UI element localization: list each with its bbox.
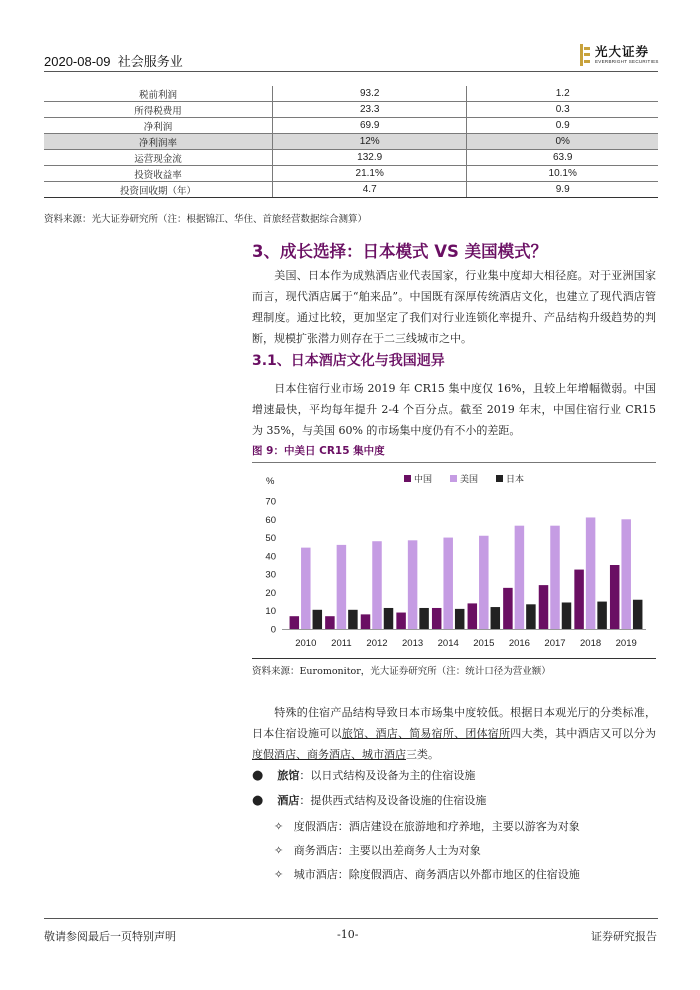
bar-usa <box>443 538 453 629</box>
bar-japan <box>597 602 607 629</box>
page-number: -10- <box>337 928 359 941</box>
bar-japan <box>384 608 394 629</box>
bar-japan <box>633 600 643 629</box>
value-col-b: 1.2 <box>467 86 658 102</box>
structure-text-2: 四大类，其中酒店又可以分为 <box>510 727 657 740</box>
structure-underline-1: 旅馆、酒店、简易宿所、团体宿所 <box>341 727 511 740</box>
bar-china <box>468 603 478 629</box>
value-col-a: 4.7 <box>273 182 467 198</box>
bar-japan <box>562 602 572 629</box>
bullet-ryokan-term: 旅馆 <box>277 769 300 782</box>
figure-title: 图 9：中美日 CR15 集中度 <box>252 445 385 457</box>
bar-usa <box>408 540 418 629</box>
cr15-bar-chart <box>252 466 656 656</box>
table-row <box>44 86 658 102</box>
bar-china <box>325 616 335 629</box>
value-col-b: 0.9 <box>467 118 658 134</box>
bar-usa <box>337 545 347 629</box>
row-label: 投资收益率 <box>44 166 273 182</box>
sub-bullet-text: 度假酒店：酒店建设在旅游地和疗养地，主要以游客为对象 <box>293 820 580 833</box>
bar-usa <box>621 519 631 629</box>
bar-usa <box>301 548 311 629</box>
row-label: 税前利润 <box>44 86 273 102</box>
legend-swatch-china <box>404 475 411 482</box>
bar-china <box>432 608 442 629</box>
bar-usa <box>515 526 525 629</box>
bar-china <box>610 565 620 629</box>
bar-usa <box>586 517 596 629</box>
report-date: 2020-08-09 <box>44 54 111 69</box>
report-date-industry <box>44 51 183 70</box>
subsection-heading: 3.1、日本酒店文化与我国迥异 <box>252 353 445 369</box>
row-label: 净利润率 <box>44 134 273 150</box>
bar-japan <box>455 609 465 629</box>
x-tick-label: 2010 <box>295 638 317 649</box>
bar-china <box>503 588 513 629</box>
bar-china <box>361 614 371 629</box>
financial-table <box>44 86 658 198</box>
value-col-a: 12% <box>273 134 467 150</box>
sub-bullet-city <box>274 866 580 882</box>
row-label: 运营现金流 <box>44 150 273 166</box>
structure-paragraph <box>252 702 656 765</box>
bar-japan <box>348 610 358 629</box>
sub-bullet-business <box>274 842 481 858</box>
x-tick-label: 2011 <box>331 638 352 649</box>
bar-japan <box>526 604 536 629</box>
value-col-b: 0% <box>467 134 658 150</box>
footer-disclaimer: 敬请参阅最后一页特别声明 <box>44 930 176 943</box>
brand-name-cn: 光大证券 <box>595 44 650 59</box>
x-tick-label: 2017 <box>544 638 566 649</box>
bar-china <box>290 616 300 629</box>
bullet-hotel <box>252 792 486 808</box>
y-tick-label: 70 <box>265 496 276 508</box>
bar-usa <box>372 541 382 629</box>
brand-logo-icon <box>578 43 592 67</box>
structure-text-3: 三类。 <box>406 748 439 761</box>
y-unit-label: % <box>266 476 275 487</box>
value-col-a: 132.9 <box>273 150 467 166</box>
x-tick-label: 2018 <box>580 638 602 649</box>
bullet-dot-icon: ● <box>252 793 264 808</box>
value-col-b: 9.9 <box>467 182 658 198</box>
legend-label: 中国 <box>414 474 433 484</box>
sub-bullet-text: 商务酒店：主要以出差商务人士为对象 <box>293 844 481 857</box>
table-source: 资料来源：光大证券研究所（注：根据锦江、华住、首旅经营数据综合测算） <box>44 214 368 225</box>
structure-underline-2: 度假酒店、商务酒店、城市酒店 <box>252 748 406 761</box>
table-row <box>44 166 658 182</box>
y-tick-label: 60 <box>265 514 276 526</box>
section-heading: 3、成长选择：日本模式 VS 美国模式？ <box>252 242 548 261</box>
sub-bullet-resort <box>274 818 580 834</box>
bullet-hotel-term: 酒店 <box>277 794 300 807</box>
y-tick-label: 20 <box>265 587 276 599</box>
table-row <box>44 118 658 134</box>
y-tick-label: 10 <box>265 606 276 618</box>
x-tick-label: 2014 <box>437 638 459 649</box>
bullet-hotel-text: ：提供西式结构及设备设施的住宿设施 <box>299 794 487 807</box>
legend-swatch-usa <box>450 475 457 482</box>
y-tick-label: 40 <box>265 551 276 563</box>
subsection-paragraph-text: 日本住宿行业市场 2019 年 CR15 集中度仅 16%，且较上年增幅微弱。中国增速最快，平均每年提升 2-4 个百分点。截至 2019 年末，中国住宿行业 CR15 为 35%，与美国 60% 的市场集中度仍有不小的差距。 <box>252 382 656 437</box>
table-row <box>44 102 658 118</box>
header-rule <box>44 71 658 72</box>
figure-source-rule <box>252 658 656 659</box>
x-tick-label: 2016 <box>508 638 530 649</box>
subsection-paragraph <box>252 378 656 441</box>
diamond-bullet-icon: ✧ <box>274 820 284 833</box>
figure-rule <box>252 462 656 463</box>
bullet-ryokan-text: ：以日式结构及设备为主的住宿设施 <box>299 769 476 782</box>
section-paragraph <box>252 265 656 349</box>
y-tick-label: 50 <box>265 533 276 545</box>
bar-china <box>396 613 406 629</box>
bar-china <box>539 585 549 629</box>
x-tick-label: 2015 <box>473 638 495 649</box>
value-col-a: 21.1% <box>273 166 467 182</box>
industry-name: 社会服务业 <box>117 54 183 69</box>
row-label: 净利润 <box>44 118 273 134</box>
legend-label: 美国 <box>460 474 479 484</box>
diamond-bullet-icon: ✧ <box>274 844 284 857</box>
bar-japan <box>313 610 323 629</box>
bar-japan <box>491 607 501 629</box>
bar-japan <box>419 608 429 629</box>
footer-report-type: 证券研究报告 <box>591 930 657 943</box>
table-row <box>44 150 658 166</box>
section-paragraph-text: 美国、日本作为成熟酒店业代表国家，行业集中度却大相径庭。对于亚洲国家而言，现代酒店属于“舶来品”。中国既有深厚传统酒店文化，也建立了现代酒店管理制度。通过比较，更加坚定了我们对行业连锁化率提升、产品结构升级趋势的判断，规模扩张潜力则存在于二三线城市之中。 <box>252 269 656 345</box>
structure-text-1: 特殊的住宿产品结构导致日本市场集中度较低。根据日本观光厅的分类标准，日本住宿设施可以 <box>252 706 656 740</box>
bullet-dot-icon: ● <box>252 768 264 783</box>
x-tick-label: 2013 <box>402 638 424 649</box>
bar-usa <box>550 526 560 629</box>
bar-usa <box>479 536 489 629</box>
table-row <box>44 182 658 198</box>
value-col-a: 69.9 <box>273 118 467 134</box>
y-tick-label: 30 <box>265 569 276 581</box>
x-tick-label: 2012 <box>366 638 388 649</box>
legend-label: 日本 <box>506 474 525 484</box>
brand-name-en: EVERBRIGHT SECURITIES <box>595 59 659 64</box>
value-col-b: 63.9 <box>467 150 658 166</box>
value-col-a: 23.3 <box>273 102 467 118</box>
value-col-b: 0.3 <box>467 102 658 118</box>
x-tick-label: 2019 <box>615 638 637 649</box>
footer-rule <box>44 918 658 919</box>
value-col-a: 93.2 <box>273 86 467 102</box>
figure-source: 资料来源：Euromonitor，光大证券研究所（注：统计口径为营业额） <box>252 666 551 677</box>
sub-bullet-text: 城市酒店：除度假酒店、商务酒店以外都市地区的住宿设施 <box>293 868 580 881</box>
row-label: 所得税费用 <box>44 102 273 118</box>
diamond-bullet-icon: ✧ <box>274 868 284 881</box>
table-row <box>44 134 658 150</box>
y-tick-label: 0 <box>270 624 276 636</box>
bar-china <box>574 570 584 629</box>
value-col-b: 10.1% <box>467 166 658 182</box>
bullet-ryokan <box>252 767 475 783</box>
legend-swatch-japan <box>496 475 503 482</box>
row-label: 投资回收期（年） <box>44 182 273 198</box>
